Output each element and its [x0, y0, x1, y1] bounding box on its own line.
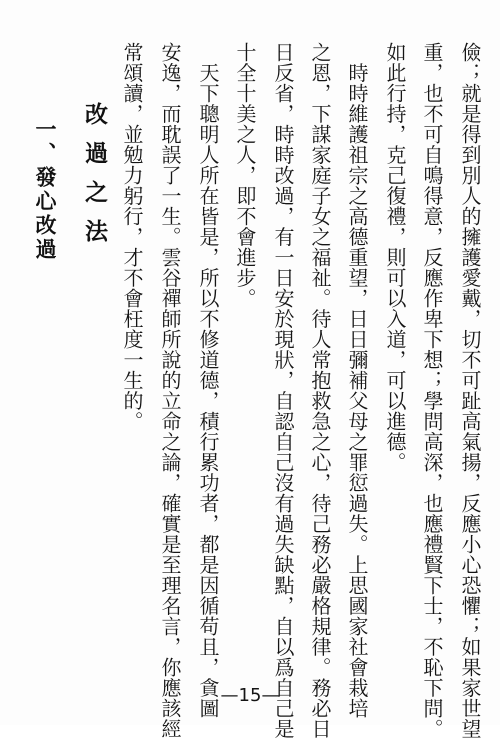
text-column-9: 安逸，而耽誤了一生。雲谷禪師所說的立命之論，確實是至理名言，你應該經: [158, 42, 182, 739]
chapter-title: 改過之法: [81, 102, 107, 258]
page-number: —15—: [220, 685, 280, 706]
text-column-10: 常頌讀，並勉力躬行，才不會枉度一生的。: [120, 42, 144, 432]
section-title: 一、發心改過: [33, 118, 57, 262]
text-column-8: 天下聰明人所在皆是，所以不修道德，積行累功者，都是因循苟且，貪圖: [196, 42, 220, 719]
text-column-4: 時時維護祖宗之高德重望，日日彌補父母之罪愆過失。上思國家社會栽培: [345, 42, 369, 719]
text-column-5: 之恩，下謀家庭子女之福祉。待人常抱救急之心，待己務必嚴格規律。務必日: [308, 42, 332, 739]
text-column-2: 重，也不可自鳴得意，反應作卑下想；學問高深，也應禮賢下士，不恥下問。: [420, 42, 444, 739]
text-column-7: 十全十美之人，即不會進步。: [233, 42, 257, 309]
text-column-1: 儉；就是得到別人的擁護愛戴，切不可趾高氣揚，反應小心恐懼；如果家世望: [458, 42, 482, 739]
text-column-3: 如此行持，克己復禮，則可以入道，可以進德。: [383, 42, 407, 473]
text-column-6: 日反省，時時改過，有一日安於現狀，自認自己沒有過失缺點，自以爲自己是: [271, 42, 295, 739]
